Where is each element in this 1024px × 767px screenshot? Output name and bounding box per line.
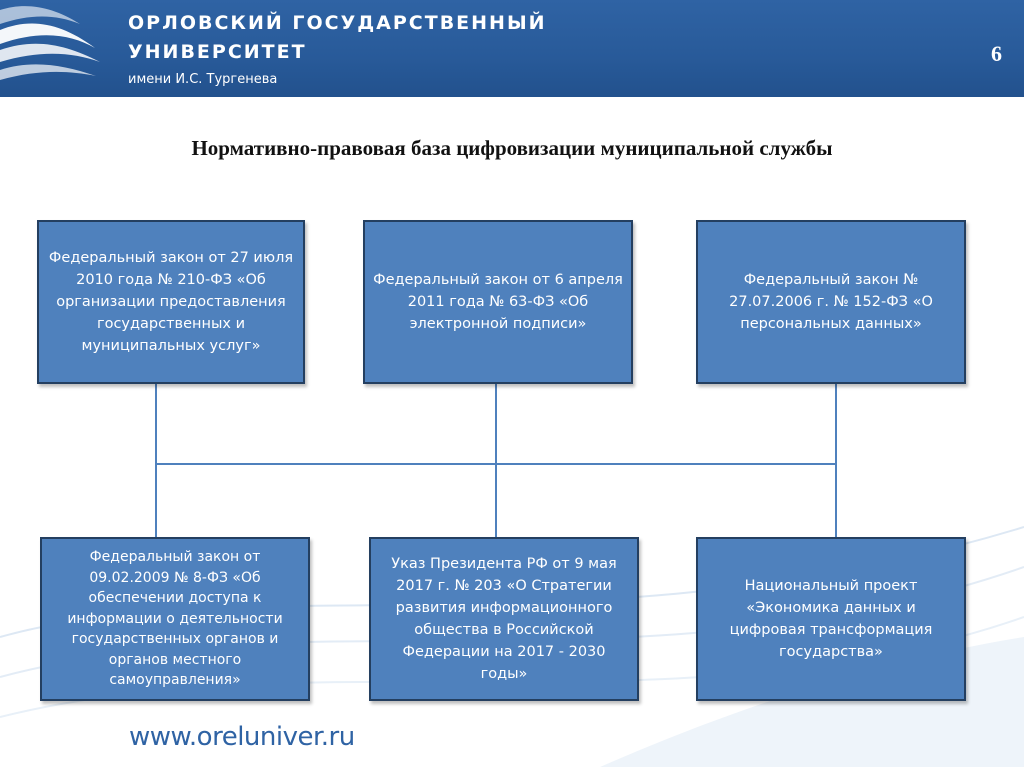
- law-box-210-fz: [37, 220, 305, 384]
- law-box-63-fz: [363, 220, 633, 384]
- law-box-210-fz-text: Федеральный закон от 27 июля 2010 года № 210-ФЗ «Об организации предоставления государственных и муниципальных услуг»: [48, 250, 294, 354]
- law-box-152-fz: [696, 220, 966, 384]
- university-subtitle: имени И.С. Тургенева: [128, 72, 278, 87]
- law-box-63-fz-text: Федеральный закон от 6 апреля 2011 года № 63-ФЗ «Об электронной подписи»: [373, 272, 623, 332]
- law-box-8-fz: [40, 537, 310, 701]
- national-project-box-text: Национальный проект «Экономика данных и цифровая трансформация государства»: [729, 578, 933, 660]
- decree-box-203-text: Указ Президента РФ от 9 мая 2017 г. № 203 «О Стратегии развития информационного общества в Российской Федерации на 2017 - 2030 годы»: [391, 556, 617, 682]
- national-project-box: [696, 537, 966, 701]
- slide-number: 6: [991, 41, 1002, 66]
- footer-website-link[interactable]: www.oreluniver.ru: [129, 722, 355, 752]
- university-name-line1: ОРЛОВСКИЙ ГОСУДАРСТВЕННЫЙ: [128, 12, 547, 34]
- slide-title: Нормативно-правовая база цифровизации муниципальной службы: [191, 136, 833, 160]
- law-box-8-fz-text: Федеральный закон от 09.02.2009 № 8-ФЗ «Об обеспечении доступа к информации о деятельности государственных органов и органов местного самоуправления»: [67, 549, 283, 689]
- decree-box-203: [369, 537, 639, 701]
- university-name-line2: УНИВЕРСИТЕТ: [128, 41, 307, 63]
- law-box-152-fz-text: Федеральный закон № 27.07.2006 г. № 152-ФЗ «О персональных данных»: [729, 272, 933, 332]
